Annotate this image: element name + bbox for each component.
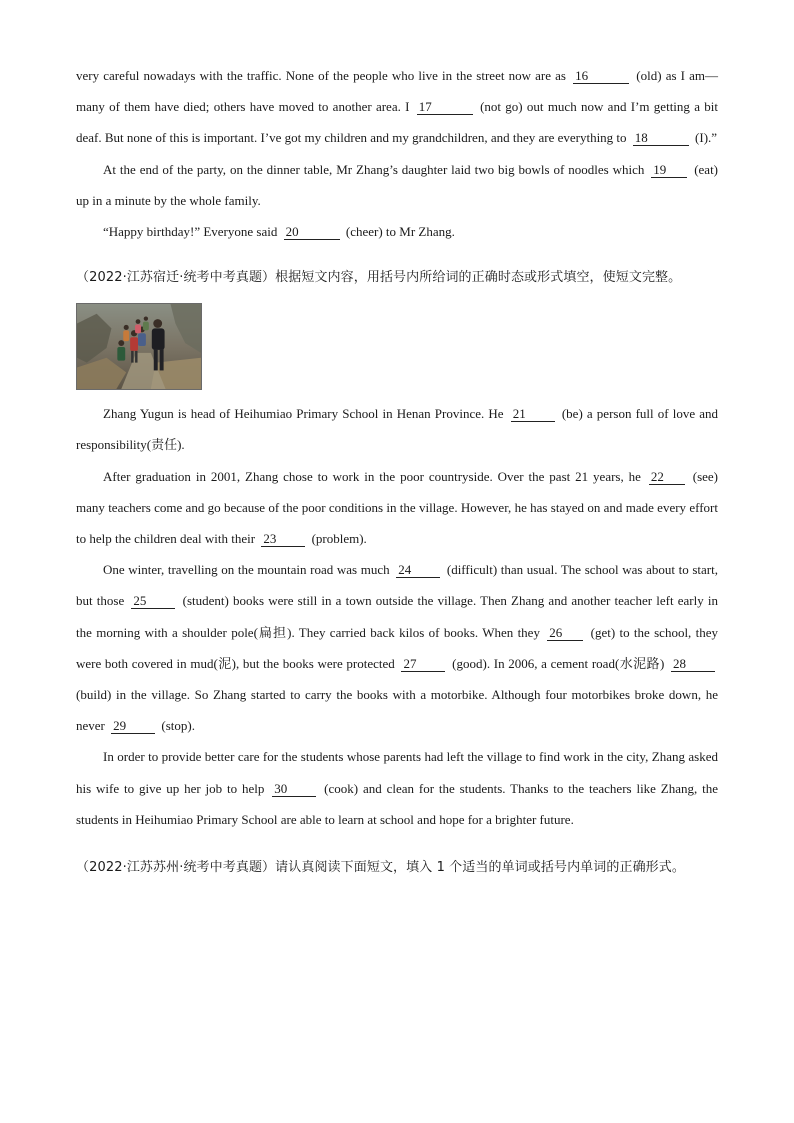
passage2-paragraph-3 xyxy=(76,554,718,741)
blank-30[interactable]: 30 xyxy=(272,781,316,797)
blank-20[interactable]: 20 xyxy=(284,224,340,240)
text-span: “Happy birthday!” Everyone said xyxy=(103,224,278,240)
blank-21[interactable]: 21 xyxy=(511,406,555,422)
text-span: (not go) out much now and I’m getting a bit deaf. But none of this is important. I’ve got my children and my grandchildren, and they are everything to xyxy=(76,99,718,146)
passage2-paragraph-4 xyxy=(76,741,718,835)
text-span: After graduation in 2001, Zhang chose to work in the poor countryside. Over the past 21 years, he xyxy=(103,468,641,484)
text-span: (eat) up in a minute by the whole family. xyxy=(76,161,719,208)
text-span: (be) a person full of love and responsibility(责任). xyxy=(76,406,719,453)
passage2-paragraph-2 xyxy=(76,461,718,555)
text-span: At the end of the party, on the dinner table, Mr Zhang’s daughter laid two big bowls of noodles which xyxy=(103,161,645,177)
exercise-heading-suqian: （2022·江苏宿迁·统考中考真题）根据短文内容，用括号内所给词的正确时态或形式填空，使短文完整。 xyxy=(76,270,682,286)
text-span: (get) to the school, they were both covered in mud(泥), but the books were protected xyxy=(76,624,719,671)
children-walking-photo xyxy=(76,303,202,390)
text-span: (difficult) than usual. The school was about to start, but those xyxy=(76,562,718,609)
blank-28[interactable]: 28 xyxy=(671,656,715,672)
document-page xyxy=(76,60,718,878)
blank-26[interactable]: 26 xyxy=(547,625,583,641)
passage2-paragraph-1 xyxy=(76,398,718,460)
text-span: (cheer) to Mr Zhang. xyxy=(345,224,455,240)
passage1-paragraph-3 xyxy=(76,216,718,247)
passage1-paragraph-2 xyxy=(76,154,718,216)
text-span: (student) books were still in a town outside the village. Then Zhang and another teacher left early in the morning with a shoulder pole(扁担). They carried back kilos of books. When they xyxy=(76,593,719,640)
blank-27[interactable]: 27 xyxy=(401,656,445,672)
text-span: (good). In 2006, a cement road(水泥路) xyxy=(452,655,665,671)
text-span: (problem). xyxy=(311,531,367,547)
blank-29[interactable]: 29 xyxy=(111,718,155,734)
blank-19[interactable]: 19 xyxy=(651,162,687,178)
blank-18[interactable]: 18 xyxy=(633,130,689,146)
text-span: (see) many teachers come and go because of the poor conditions in the village. However, he has stayed on and made every effort to help the children deal with their xyxy=(76,468,718,547)
blank-25[interactable]: 25 xyxy=(131,593,175,609)
text-span: In order to provide better care for the students whose parents had left the village to find work in the city, Zhang asked his wife to give up her job to help xyxy=(76,749,718,796)
text-span: Zhang Yugun is head of Heihumiao Primary School in Henan Province. He xyxy=(103,406,504,422)
text-span: (cook) and clean for the students. Thanks to the teachers like Zhang, the students in Heihumiao Primary School are able to learn at school and hope for a brighter future. xyxy=(76,780,719,827)
text-span: (I).” xyxy=(695,130,718,146)
exercise-heading-suzhou: （2022·江苏苏州·统考中考真题）请认真阅读下面短文，填入 1 个适当的单词或括号内单词的正确形式。 xyxy=(76,860,685,876)
text-span: (build) in the village. So Zhang started to carry the books with a motorbike. Although four motorbikes broke down, he never xyxy=(76,687,718,734)
text-span: very careful nowadays with the traffic. None of the people who live in the street now are as xyxy=(76,68,566,83)
text-span: (stop). xyxy=(161,718,195,734)
blank-24[interactable]: 24 xyxy=(396,562,440,578)
passage-2 xyxy=(76,398,718,835)
blank-23[interactable]: 23 xyxy=(261,531,305,547)
passage1-paragraph-1 xyxy=(76,60,718,154)
blank-16[interactable]: 16 xyxy=(573,68,629,84)
text-span: (old) as I am—many of them have died; others have moved to another area. I xyxy=(76,68,719,115)
blank-22[interactable]: 22 xyxy=(649,469,685,485)
blank-17[interactable]: 17 xyxy=(417,99,473,115)
text-span: One winter, travelling on the mountain road was much xyxy=(103,562,390,578)
